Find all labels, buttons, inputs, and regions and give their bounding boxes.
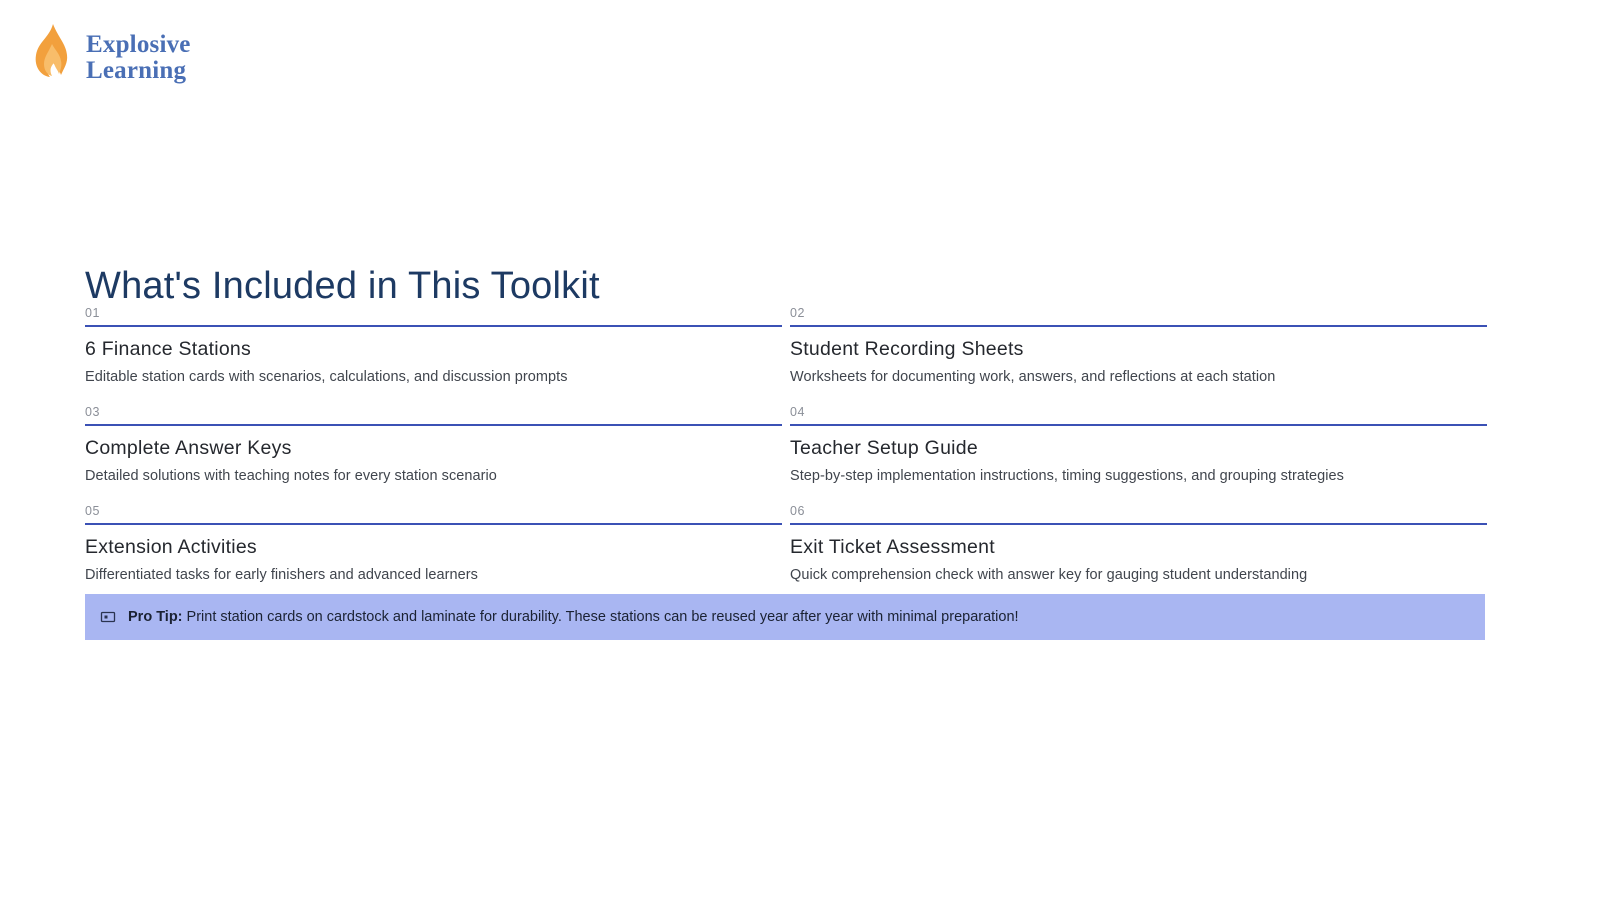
pro-tip-label: Pro Tip: xyxy=(128,609,183,625)
list-item xyxy=(790,399,1487,498)
brand-wordmark xyxy=(86,32,191,85)
item-number: 02 xyxy=(790,306,806,320)
list-item xyxy=(790,300,1487,399)
item-number: 05 xyxy=(85,504,101,518)
brand-line-2: Learning xyxy=(86,57,187,84)
flame-icon xyxy=(28,22,74,94)
item-number: 04 xyxy=(790,405,806,419)
included-items-grid xyxy=(85,300,1485,597)
list-item xyxy=(85,300,782,399)
item-description: Worksheets for documenting work, answers, and reflections at each station xyxy=(790,369,1276,385)
item-description: Step-by-step implementation instructions, timing suggestions, and grouping strategies xyxy=(790,468,1344,484)
item-description: Quick comprehension check with answer key for gauging student understanding xyxy=(790,567,1308,583)
item-description: Detailed solutions with teaching notes for every station scenario xyxy=(85,468,497,484)
item-divider xyxy=(85,325,782,327)
brand-logo xyxy=(28,22,191,94)
item-number: 01 xyxy=(85,306,101,320)
list-item xyxy=(85,399,782,498)
item-number: 06 xyxy=(790,504,806,518)
item-divider xyxy=(790,424,1487,426)
list-item xyxy=(790,498,1487,597)
item-divider xyxy=(85,523,782,525)
note-icon xyxy=(99,608,128,626)
item-divider xyxy=(790,325,1487,327)
item-title: 6 Finance Stations xyxy=(85,338,252,360)
item-divider xyxy=(790,523,1487,525)
brand-line-1: Explosive xyxy=(86,30,191,58)
item-title: Exit Ticket Assessment xyxy=(790,536,995,558)
item-description: Editable station cards with scenarios, calculations, and discussion prompts xyxy=(85,369,568,385)
page-title: What's Included in This Toolkit xyxy=(85,265,600,308)
item-title: Student Recording Sheets xyxy=(790,338,1024,360)
item-title: Extension Activities xyxy=(85,536,257,558)
list-item xyxy=(85,498,782,597)
item-title: Complete Answer Keys xyxy=(85,437,292,459)
item-divider xyxy=(85,424,782,426)
pro-tip-text xyxy=(128,609,1019,625)
pro-tip-body: Print station cards on cardstock and laminate for durability. These stations can be reused year after year with minimal preparation! xyxy=(182,609,1019,625)
item-description: Differentiated tasks for early finishers and advanced learners xyxy=(85,567,478,583)
pro-tip-banner xyxy=(85,594,1485,640)
item-number: 03 xyxy=(85,405,101,419)
item-title: Teacher Setup Guide xyxy=(790,437,978,459)
